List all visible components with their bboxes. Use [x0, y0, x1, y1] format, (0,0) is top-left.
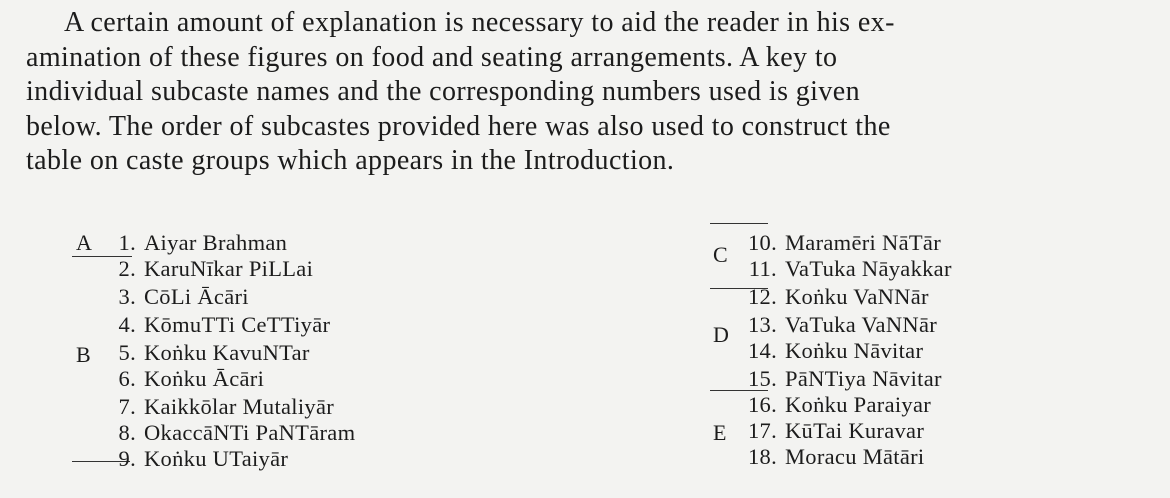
- list-item: 3. CōLi Ācāri: [118, 284, 249, 309]
- list-item: 2. KaruNīkar PiLLai: [118, 256, 314, 281]
- list-item: 16. Koṅku Paraiyar: [747, 392, 932, 417]
- list-item: 13. VaTuka VaNNār: [747, 312, 938, 337]
- list-item: 8. OkaccāNTi PaNTāram: [118, 420, 356, 445]
- list-item: 6. Koṅku Ācāri: [118, 366, 265, 391]
- group-label-c: C: [713, 242, 728, 267]
- list-item: 7. Kaikkōlar Mutaliyār: [118, 394, 335, 419]
- list-item: 4. KōmuTTi CeTTiyār: [118, 312, 331, 337]
- list-item: 5. Koṅku KavuNTar: [118, 340, 310, 365]
- list-item: 9. Koṅku UTaiyār: [118, 446, 289, 471]
- group-label-e: E: [713, 420, 727, 445]
- intro-paragraph: [26, 6, 1126, 179]
- group-label-d: D: [713, 322, 729, 347]
- paragraph-line: A certain amount of explanation is necessary to aid the reader in his ex-: [64, 7, 895, 38]
- list-item: 18. Moracu Mātāri: [747, 444, 925, 469]
- paragraph-line: table on caste groups which appears in the Introduction.: [26, 145, 675, 176]
- list-item: 1. Aiyar Brahman: [118, 230, 288, 255]
- list-item: 14. Koṅku Nāvitar: [747, 338, 924, 363]
- group-label-a: A: [76, 230, 92, 255]
- list-item: 17. KūTai Kuravar: [747, 418, 925, 443]
- list-item: 10. Maramēri NāTār: [747, 230, 941, 255]
- list-item: 12. Koṅku VaNNār: [747, 284, 929, 309]
- paragraph-line: individual subcaste names and the corresponding numbers used is given: [26, 76, 860, 107]
- group-divider: [710, 223, 768, 224]
- list-item: 11. VaTuka Nāyakkar: [748, 256, 952, 281]
- group-label-b: B: [76, 342, 91, 367]
- list-item: 15. PāNTiya Nāvitar: [747, 366, 942, 391]
- paragraph-line: below. The order of subcastes provided here was also used to construct the: [26, 110, 891, 142]
- paragraph-line: amination of these figures on food and seating arrangements. A key to: [26, 41, 838, 73]
